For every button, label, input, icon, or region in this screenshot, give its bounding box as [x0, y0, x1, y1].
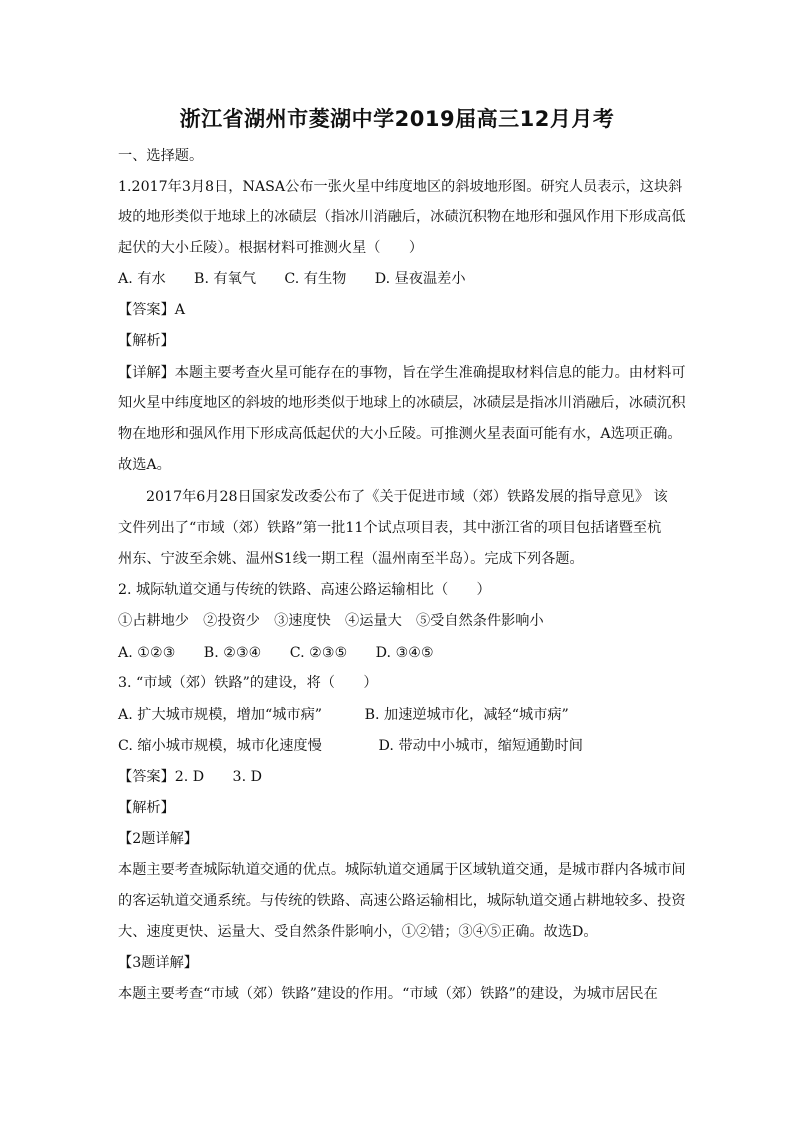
question-2-items: ①占耕地少 ②投资少 ③速度快 ④运量大 ⑤受自然条件影响小: [118, 613, 544, 629]
analysis-label-1: 【解析】: [118, 333, 175, 349]
analysis-label-2: 【解析】: [118, 800, 175, 816]
question-1-options: A. 有水 B. 有氧气 C. 有生物 D. 昼夜温差小: [118, 271, 466, 287]
question-3-stem: 3. “市域（郊）铁路”的建设，将（ ）: [118, 675, 378, 691]
section-heading: 一、选择题。: [118, 148, 204, 164]
question-1-line-2: 坡的地形类似于地球上的冰碛层（指冰川消融后，冰碛沉积物在地形和强风作用下形成高低: [118, 209, 686, 225]
question-2-stem: 2. 城际轨道交通与传统的铁路、高速公路运输相比（ ）: [118, 582, 491, 598]
detail-2-line-2: 的客运轨道交通系统。与传统的铁路、高速公路运输相比，城际轨道交通占耕地较多、投资: [118, 893, 686, 909]
question-1-line-3: 起伏的大小丘陵）。根据材料可推测火星（ ）: [118, 240, 424, 256]
detail-2-heading: 【2题详解】: [118, 831, 198, 847]
detail-1-line-3: 物在地形和强风作用下形成高低起伏的大小丘陵。可推测火星表面可能有水，A选项正确。: [118, 426, 682, 442]
question-3-options-cd: C. 缩小城市规模，城市化速度慢 D. 带动中小城市，缩短通勤时间: [118, 738, 583, 754]
detail-1-line-1: 【详解】本题主要考查火星可能存在的事物，旨在学生准确提取材料信息的能力。由材料可: [118, 365, 686, 381]
question-2-options: A. ①②③ B. ②③④ C. ②③⑤ D. ③④⑤: [118, 645, 434, 661]
detail-1-line-2: 知火星中纬度地区的斜坡的地形类似于地球上的冰碛层，冰碛层是指冰川消融后，冰碛沉积: [118, 395, 686, 411]
detail-2-line-3: 大、速度更快、运量大、受自然条件影响小，①②错；③④⑤正确。故选D。: [118, 924, 598, 940]
detail-1-line-4: 故选A。: [118, 457, 171, 473]
document-title: 浙江省湖州市菱湖中学2019届高三12月月考: [179, 107, 615, 131]
detail-3-line-1: 本题主要考查“市域（郊）铁路”建设的作用。“市域（郊）铁路”的建设，为城市居民在: [118, 986, 658, 1002]
detail-2-line-1: 本题主要考查城际轨道交通的优点。城际轨道交通属于区域轨道交通，是城市群内各城市间: [118, 862, 686, 878]
question-3-options-ab: A. 扩大城市规模，增加“城市病” B. 加速逆城市化，减轻“城市病”: [118, 707, 569, 723]
answer-label-1: 【答案】A: [118, 302, 185, 318]
material-line-1: 2017年6月28日国家发改委公布了《关于促进市域（郊）铁路发展的指导意见》 该: [146, 489, 668, 505]
question-1-line-1: 1.2017年3月8日，NASA公布一张火星中纬度地区的斜坡地形图。研究人员表示，这块斜: [118, 179, 683, 195]
detail-3-heading: 【3题详解】: [118, 955, 198, 971]
material-line-2: 文件列出了“市域（郊）铁路”第一批11个试点项目表，其中浙江省的项目包括诸暨至杭: [118, 520, 662, 536]
answer-label-2: 【答案】2. D 3. D: [118, 769, 262, 785]
material-line-3: 州东、宁波至余姚、温州S1线一期工程（温州南至半岛）。完成下列各题。: [118, 551, 584, 567]
